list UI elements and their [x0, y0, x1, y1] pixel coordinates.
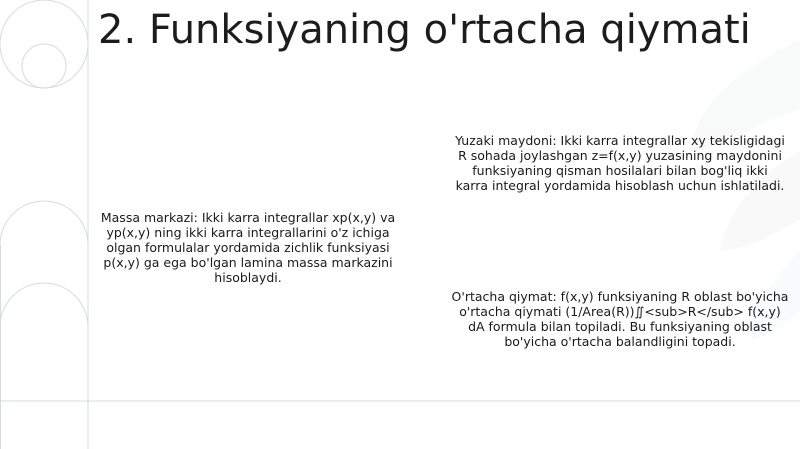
text-block-ortacha-qiymat: O'rtacha qiymat: f(x,y) funksiyaning R oblast bo'yicha o'rtacha qiymati (1/Area(R))∬<sub>R</sub> f(x,y) dA formula bilan topiladi. Bu funksiyaning oblast bo'yicha o'rtacha balandligini topadi.	[451, 289, 789, 349]
slide-title: 2. Funksiyaning o'rtacha qiymati	[98, 7, 751, 53]
decor-arch-lower	[0, 283, 88, 327]
text-block-massa-markazi: Massa markazi: Ikki karra integrallar xp(x,y) va yp(x,y) ning ikki karra integrallarini o'z ichiga olgan formulalar yordamida zichlik funksiyasi p(x,y) ga ega bo'lgan lamina massa markazini hisoblaydi.	[100, 210, 396, 285]
text-block-yuzaki-maydoni: Yuzaki maydoni: Ikki karra integrallar xy tekisligidagi R sohada joylashgan z=f(x,y) yuzasining maydonini funksiyaning qisman hosilalari bilan bog'liq ikki karra integral yordamida hisoblash uchun ishlatiladi.	[455, 133, 785, 193]
decor-circle-small	[22, 44, 66, 88]
decor-arch-upper	[0, 201, 88, 245]
